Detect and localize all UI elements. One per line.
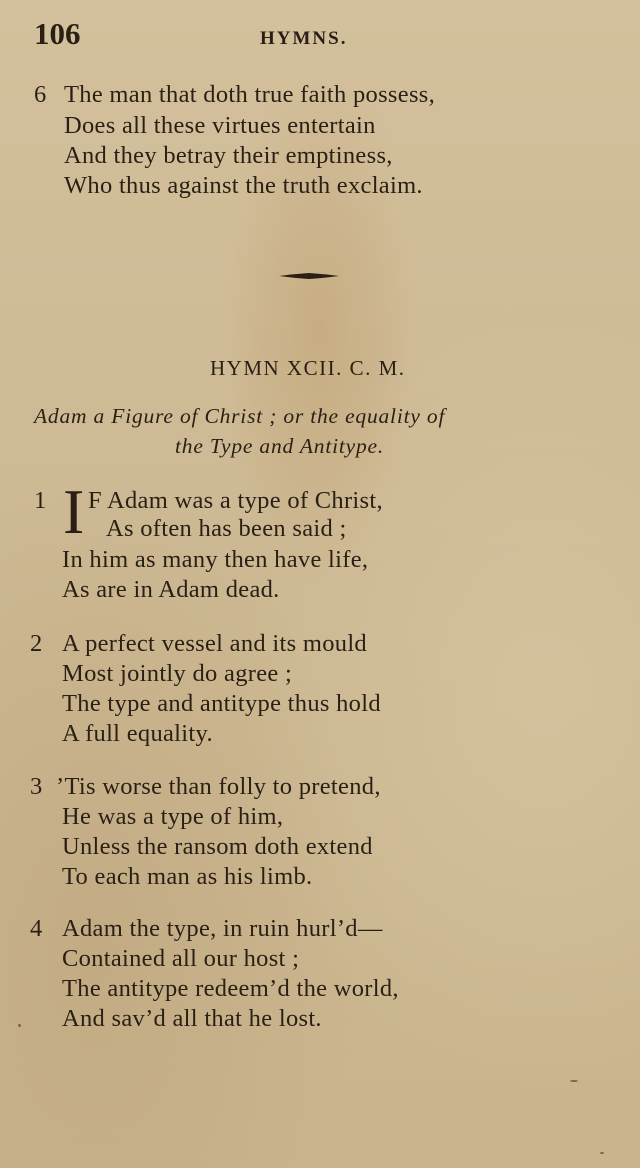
paper-speck xyxy=(600,1152,604,1154)
stanza-number: 6 xyxy=(34,81,47,108)
page-number: 106 xyxy=(34,16,81,51)
hymn-subtitle: the Type and Antitype. xyxy=(175,434,385,458)
verse-line: In him as many then have life, xyxy=(62,546,369,573)
paper-speck xyxy=(570,1080,578,1082)
verse-line: The type and antitype thus hold xyxy=(62,690,381,717)
ornament-rule xyxy=(278,270,340,282)
verse-line: And they betray their emptiness, xyxy=(64,142,393,169)
verse-line: ’Tis worse than folly to pretend, xyxy=(56,773,381,800)
running-head: HYMNS. xyxy=(260,28,348,49)
stanza-number: 1 xyxy=(34,487,47,514)
verse-line: F Adam was a type of Christ, xyxy=(88,487,383,514)
verse-line: Unless the ransom doth extend xyxy=(62,833,373,860)
verse-line: He was a type of him, xyxy=(62,803,284,830)
verse-line: Adam the type, in ruin hurl’d— xyxy=(62,915,383,942)
stanza-number: 3 xyxy=(30,773,43,800)
verse-line: Does all these virtues entertain xyxy=(64,112,376,139)
hymn-subtitle: Adam a Figure of Christ ; or the equality of xyxy=(34,404,446,428)
verse-line: Most jointly do agree ; xyxy=(62,660,293,687)
verse-line: The antitype redeem’d the world, xyxy=(62,975,399,1002)
verse-line: As often has been said ; xyxy=(106,515,347,542)
drop-cap: I xyxy=(63,476,85,547)
stanza-number: 2 xyxy=(30,630,43,657)
verse-line: As are in Adam dead. xyxy=(62,576,280,603)
verse-line: A perfect vessel and its mould xyxy=(62,630,367,657)
verse-line: The man that doth true faith possess, xyxy=(64,81,436,108)
verse-line: A full equality. xyxy=(62,720,213,747)
verse-line: Contained all our host ; xyxy=(62,945,300,972)
verse-line: Who thus against the truth exclaim. xyxy=(64,172,423,199)
paper-speck xyxy=(18,1024,21,1027)
verse-line: To each man as his limb. xyxy=(62,863,313,890)
hymn-heading: HYMN XCII. C. M. xyxy=(210,356,406,380)
verse-line: And sav’d all that he lost. xyxy=(62,1005,322,1032)
stanza-number: 4 xyxy=(30,915,43,942)
